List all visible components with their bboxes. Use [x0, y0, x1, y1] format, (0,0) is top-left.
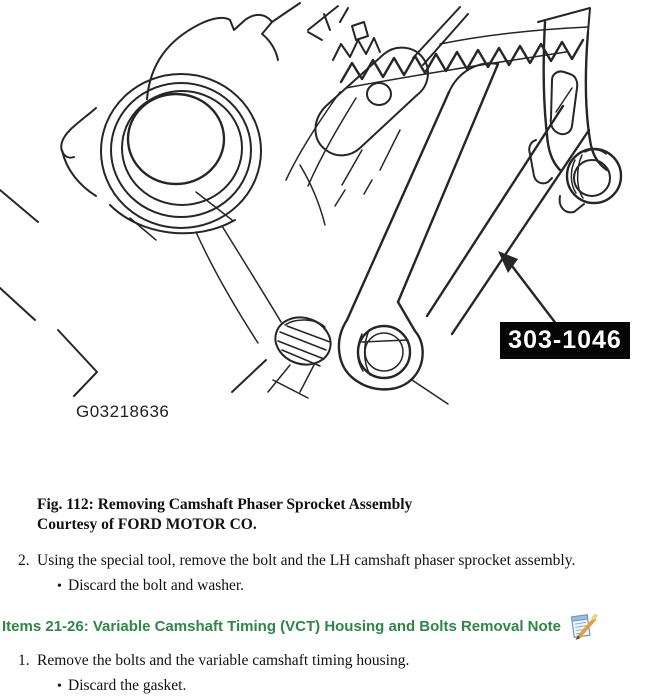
special-tool-bar	[339, 63, 498, 389]
special-tool-second-bar	[427, 106, 589, 334]
bullet-marker: •	[57, 579, 62, 594]
engine-outline-lower	[0, 165, 448, 404]
callout-arrow	[498, 251, 557, 325]
note-pencil-icon[interactable]	[570, 611, 598, 645]
camshaft-seal-circles	[101, 74, 261, 233]
figure-caption-line1: Fig. 112: Removing Camshaft Phaser Sprocket Assembly	[37, 496, 413, 513]
bullet-item	[57, 576, 617, 596]
figure-caption-line2: Courtesy of FORD MOTOR CO.	[37, 516, 257, 533]
step-number: 1.	[18, 652, 30, 669]
engine-outline-top	[147, 3, 338, 99]
tensioner-arm	[316, 48, 428, 206]
vct-removal-note-link[interactable]	[2, 609, 662, 643]
front-cover-flange	[61, 108, 96, 196]
bullet-text: Discard the bolt and washer.	[68, 577, 245, 594]
small-gear-teeth	[308, 8, 380, 60]
graphic-id-label: G03218636	[76, 402, 170, 421]
step-number: 2.	[18, 552, 30, 569]
step-item-2	[18, 551, 648, 570]
bullet-text: Discard the gasket.	[68, 677, 187, 694]
step-text: Remove the bolts and the variable camshaft timing housing.	[37, 652, 410, 669]
step-text: Using the special tool, remove the bolt and the LH camshaft phaser sprocket assembly.	[37, 552, 576, 569]
vct-removal-note-label[interactable]: Items 21-26: Variable Camshaft Timing (VCT) Housing and Bolts Removal Note	[2, 617, 562, 635]
hatched-plug	[268, 310, 337, 392]
tool-callout-label: 303-1046	[500, 322, 630, 359]
figure-caption	[37, 495, 412, 535]
step-item-1	[18, 651, 648, 670]
chain-guide-lines	[286, 7, 468, 186]
bullet-marker: •	[57, 679, 62, 694]
bullet-item	[57, 676, 617, 696]
sprocket-teeth	[341, 27, 588, 88]
tool-bracket-and-bolt	[529, 8, 621, 212]
